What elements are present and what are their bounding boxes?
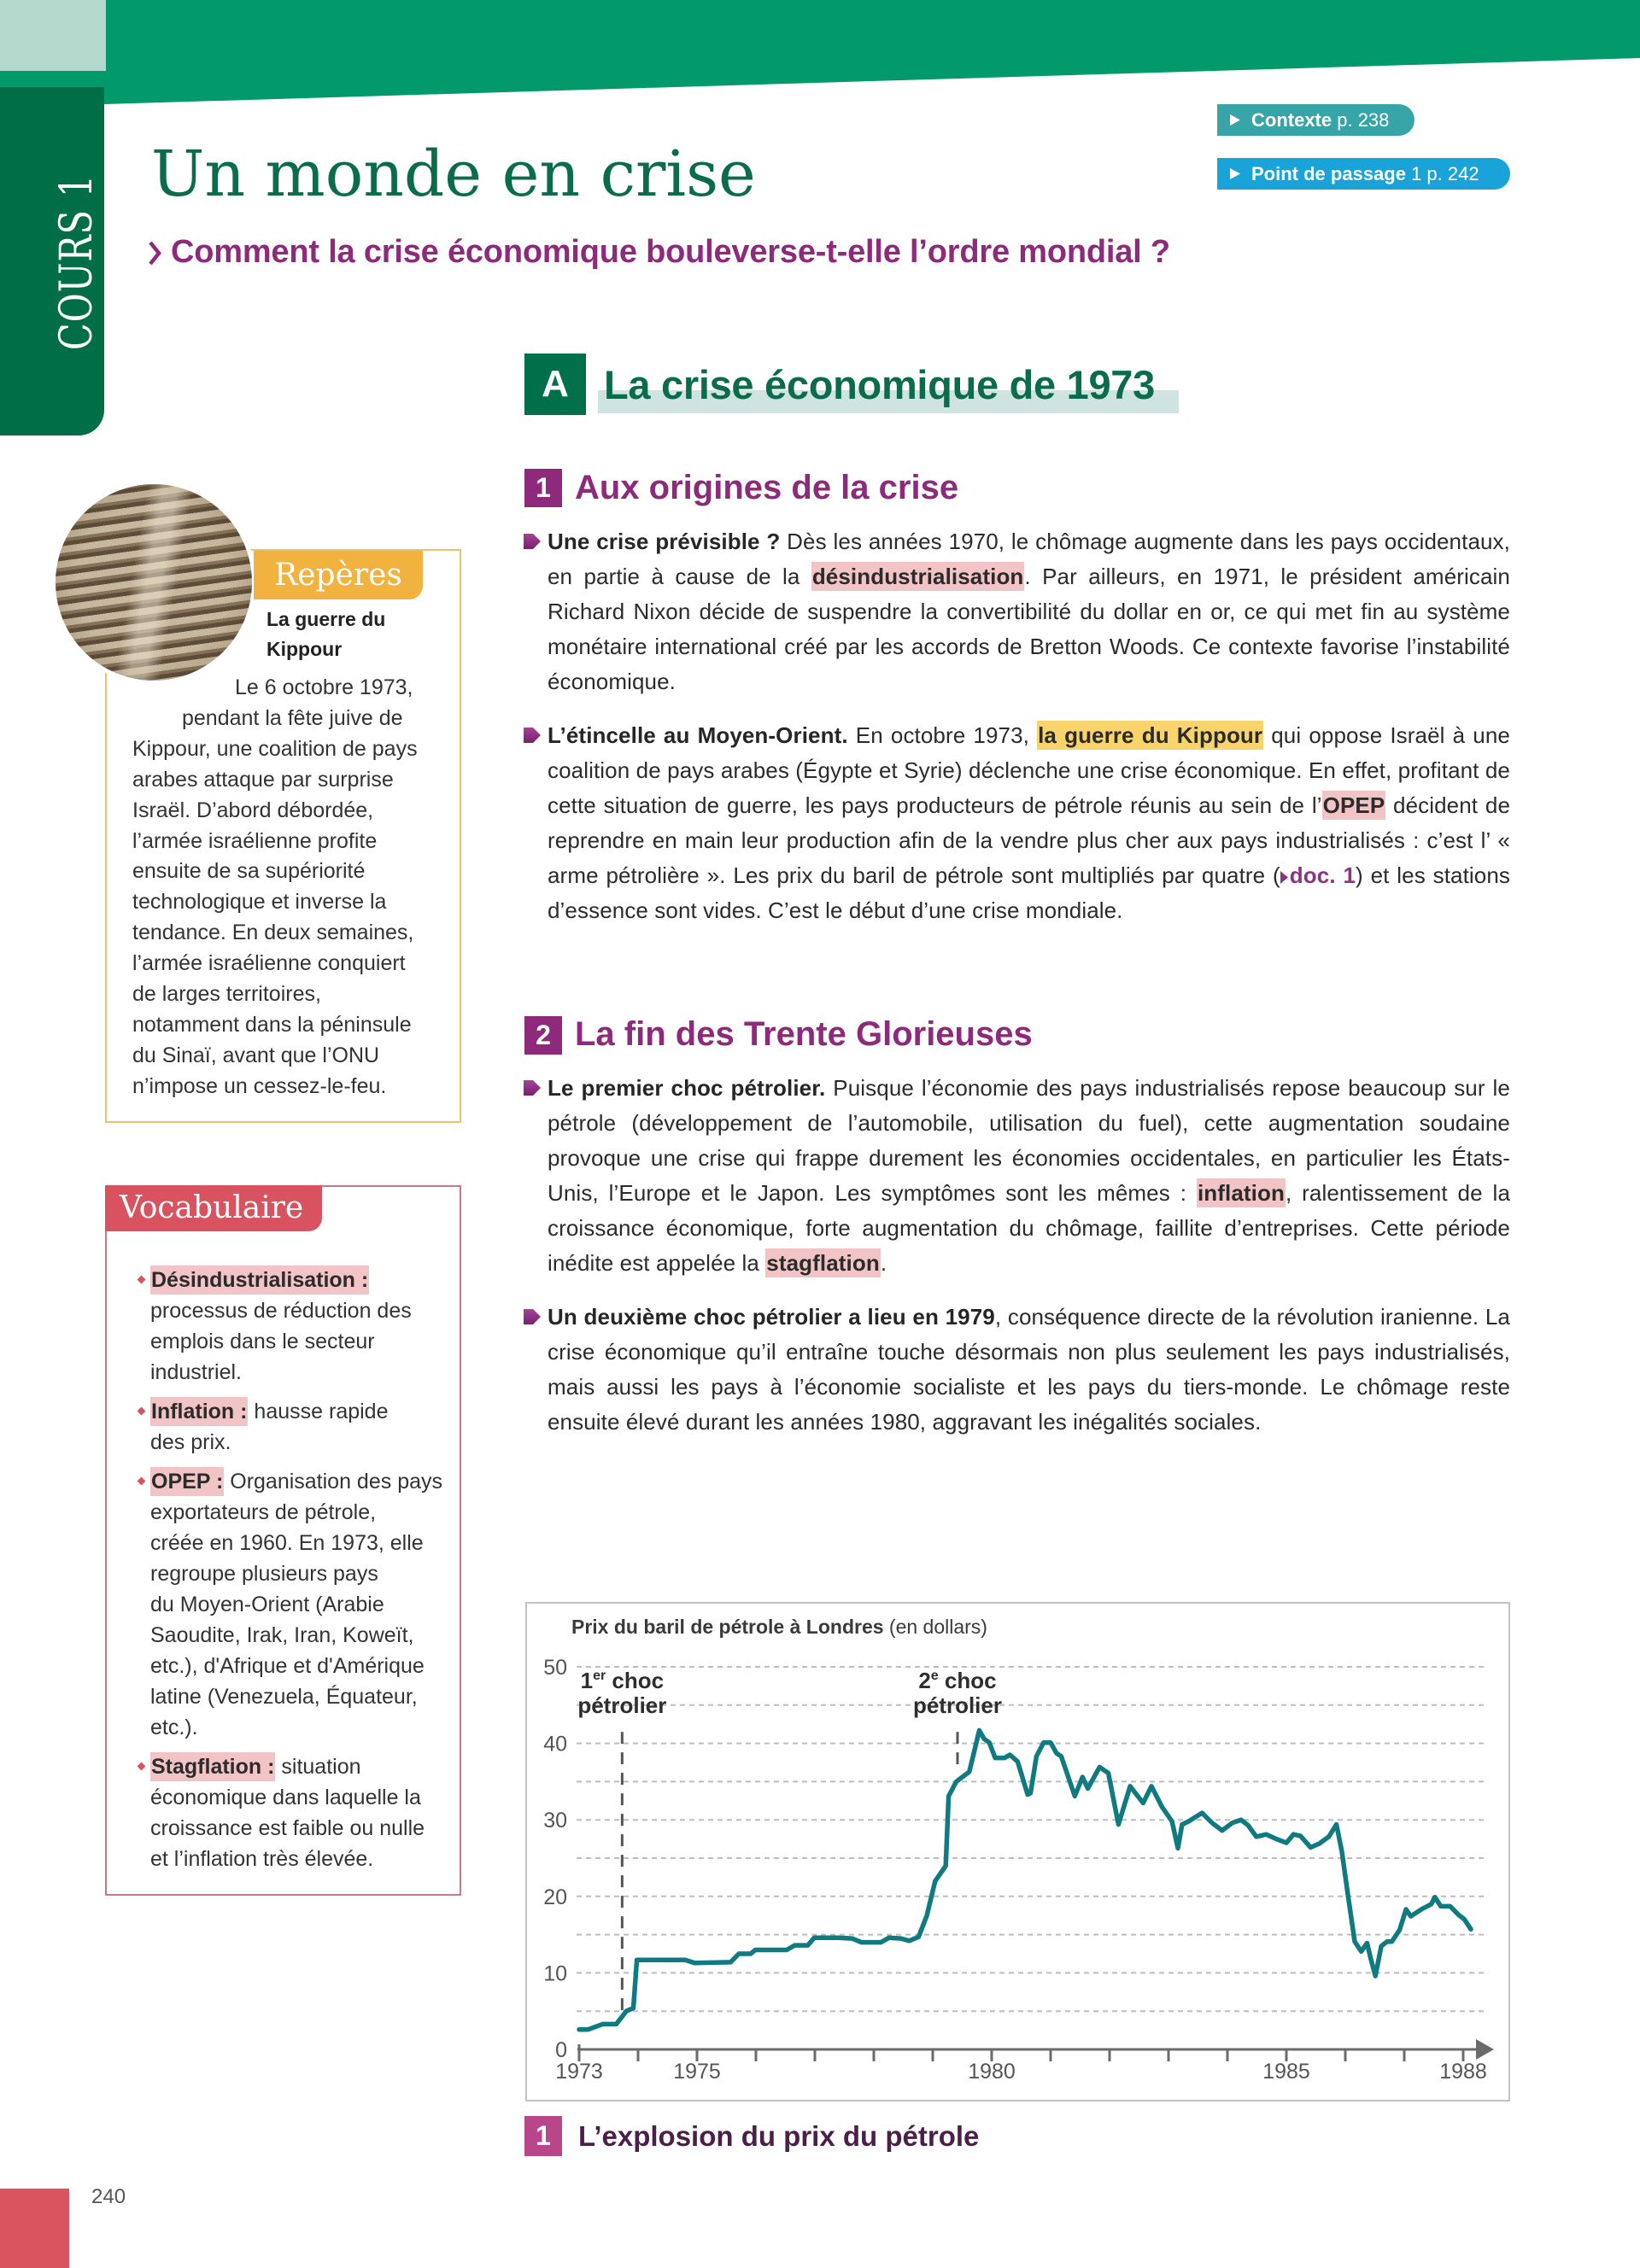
paragraph-text: , conséquence directe de la révolution iranienne. La crise économique qu’il entraîne touche désormais non plus seulement les pays industrialisés, mais aussi les pays à l’économie socialiste et les pays du tiers-monde. Le chômage reste ensuite élevé durant les années 1980, aggravant les inégalités sociales. [548,1304,1510,1435]
vocab-definition-line: regroupe plusieurs pays [150,1562,378,1586]
vocab-definition-line: croissance est faible ou nulle [150,1816,425,1840]
kippour-war-photo [56,484,252,681]
oil-shock-word: choc [938,1668,997,1693]
reperes-label: Repères [254,551,423,599]
x-tick-label: 1973 [555,2060,603,2084]
reperes-text [132,673,418,1102]
section-title: La crise économique de 1973 [604,362,1155,407]
subsection-title: La fin des Trente Glorieuses [575,1015,1033,1053]
y-tick-label: 50 [543,1656,567,1680]
vocab-definition-line: Saoudite, Irak, Iran, Koweït, [150,1623,414,1647]
paragraph-lead: L’étincelle au Moyen-Orient. [548,722,848,748]
vocab-term: Désindustrialisation : [150,1266,369,1295]
reperes-title-line: La guerre du [266,608,386,630]
point-de-passage-link-page: 1 p. 242 [1405,163,1479,184]
reperes-text-line: l’armée israélienne conquiert [132,951,406,976]
vocab-item-opep [150,1466,442,1743]
vocab-term: Stagflation : [150,1752,275,1781]
paragraph-lead: Une crise prévisible ? [548,529,781,554]
oil-shock-label [581,1668,665,1693]
oil-shock-superscript: e [930,1669,939,1683]
reperes-text-line: tendance. En deux semaines, [132,921,414,945]
x-axis-arrow-icon [1476,2039,1494,2060]
vocab-definition-line: latine (Venezuela, Équateur, [150,1685,418,1709]
reperes-title [266,605,385,664]
chevron-right-icon [148,241,161,266]
vocab-definition-line: économique dans laquelle la [150,1786,421,1809]
paragraph-text: En octobre 1973, [847,722,1038,748]
paragraph-text: Puisque l’économie des pays industrialisés repose beaucoup sur le pétrole (développement de l’automobile, utilisation du fuel), cette augmentation soudaine provoque une crise qui frappe durement les économies occidentales, en particulier les États-Unis, l’Europe et le Japon. Les symptômes sont les mêmes : [548,1075,1510,1206]
contexte-link-page: p. 238 [1332,109,1390,131]
vocab-item-inflation [150,1396,442,1458]
x-tick-label: 1988 [1439,2060,1487,2084]
vocab-term-highlight: OPEP [1322,792,1385,818]
section-letter-badge: A [524,354,586,415]
reperes-text-line: pendant la fête juive de [182,705,403,730]
paragraph-text: qui oppose Israël à une coalition de pays arabes (Égypte et Syrie) déclenche une crise économique. En effet, profitant de cette situation de guerre, les pays producteurs de pétrole réunis au sein de l’ [548,722,1510,818]
page-title: Un monde en crise [151,137,756,211]
subsection-number-badge: 1 [524,469,562,507]
document-number-badge: 1 [524,2116,562,2156]
oil-shock-superscript: er [593,1669,606,1683]
paragraph-text: Dès les années 1970, le chômage augmente dans les pays occidentaux, en partie à cause de la [548,529,1510,589]
reperes-text-line: Kippour, une coalition de pays [132,736,418,761]
paragraph-text: . [880,1250,887,1276]
bullet-arrow-icon [524,534,541,549]
x-tick-label: 1980 [968,2060,1016,2084]
vocabulaire-list [150,1265,442,1883]
x-tick-label: 1975 [673,2060,721,2084]
reperes-text-line: notamment dans la péninsule [132,1012,412,1037]
point-de-passage-link-label: Point de passage [1251,163,1406,184]
subsection-title: Aux origines de la crise [575,469,959,506]
header-band [0,0,1640,104]
vocab-definition-line: etc.). [150,1716,198,1739]
paragraph-text: . Par ailleurs, en 1971, le président américain Richard Nixon décide de suspendre la convertibilité du dollar en or, ce qui met fin au système monétaire international créé par les accords de Bretton Woods. Ce contexte favorise l’instabilité économique. [548,564,1510,694]
y-tick-label: 20 [543,1885,567,1909]
reperes-text-line: n’impose un cessez-le-feu. [132,1073,387,1098]
vocab-term-highlight: stagflation [766,1250,880,1276]
vocab-term: OPEP : [150,1467,224,1496]
vocab-definition-line: etc.), d'Afrique et d'Amérique [150,1654,425,1678]
vocab-definition: hausse rapide [248,1400,389,1423]
vocab-term: Inflation : [150,1397,248,1426]
reperes-text-line: du Sinaï, avant que l’ONU [132,1043,380,1067]
bullet-arrow-icon [524,728,541,743]
x-tick-label: 1985 [1262,2060,1310,2084]
play-triangle-icon [1280,871,1288,884]
oil-shock-label [918,1668,996,1693]
oil-shock-number: 2 [918,1668,931,1693]
bullet-arrow-icon [524,1080,541,1096]
header-corner-block [0,0,106,71]
y-tick-label: 10 [543,1961,567,1986]
footer-color-mark [0,2189,69,2268]
vocab-definition-line: du Moyen-Orient (Arabie [150,1593,384,1616]
y-tick-label: 0 [555,2038,567,2062]
vocabulaire-label: Vocabulaire [105,1185,322,1231]
reperes-text-line: l’armée israélienne profite [132,828,378,853]
oil-shock-number: 1 [580,1668,594,1693]
doc-reference-label: doc. 1 [1289,862,1356,888]
bullet-arrow-icon [524,1309,541,1324]
vocab-definition: situation [275,1755,361,1779]
y-tick-label: 30 [543,1809,567,1833]
oil-price-line [579,1730,1471,2029]
y-tick-label: 40 [543,1732,567,1757]
vocab-definition-line: des prix. [150,1430,231,1454]
contexte-link-label: Contexte [1251,109,1332,131]
chart-title-unit: (en dollars) [883,1616,987,1638]
paragraph-text: décident de reprendre en main leur production afin de la vendre plus cher aux pays industrialisés : c’est l’ « arme pétrolière ». Les prix du baril de pétrole sont multipliés par quatre ( [548,792,1510,888]
paragraph-lead: Le premier choc pétrolier. [548,1075,826,1101]
paragraph-crise-previsible [548,524,1510,699]
chapter-label: COURS 1 [51,173,102,351]
reperes-text-line: ensuite de sa supériorité [132,859,366,884]
vocab-definition: Organisation des pays [224,1470,442,1493]
oil-shock-word: choc [606,1668,665,1693]
reperes-text-line: Le 6 octobre 1973, [235,675,413,699]
reperes-text-line: de larges territoires, [132,982,321,1007]
vocab-definition-line: et l’inflation très élevée. [150,1847,374,1871]
paragraph-text: ) et les stations d’essence sont vides. C’est le début d’une crise mondiale. [548,862,1511,923]
play-triangle-icon [1230,168,1240,179]
oil-shock-label-line2: pétrolier [577,1692,667,1718]
play-triangle-icon [1230,114,1240,126]
paragraph-etincelle [548,718,1510,928]
oil-shock-label-line2: pétrolier [912,1692,1002,1718]
paragraph-lead: Un deuxième choc pétrolier a lieu en 1979 [548,1304,995,1330]
paragraph-premier-choc [548,1071,1510,1281]
contexte-link[interactable] [1217,104,1414,136]
reperes-text-line: Israël. D’abord débordée, [132,798,374,822]
reperes-title-line: Kippour [266,638,343,660]
subsection-number-badge: 2 [524,1016,562,1055]
vocab-definition-line: exportateurs de pétrole, [150,1500,377,1524]
doc-reference-link[interactable] [1280,862,1356,888]
reperes-highlight: la guerre du Kippour [1038,722,1263,748]
reperes-text-line: arabes attaque par surprise [132,767,394,792]
point-de-passage-link[interactable] [1217,158,1510,190]
page-number: 240 [91,2185,126,2208]
vocab-term-highlight: inflation [1197,1180,1285,1206]
paragraph-deuxieme-choc [548,1300,1510,1440]
vocab-term-highlight: désindustrialisation [811,564,1024,589]
vocab-definition-line: industriel. [150,1360,242,1384]
vocab-item-desindustrialisation [150,1265,442,1388]
vocab-definition-line: emplois dans le secteur [150,1330,375,1353]
paragraph-text: , ralentissement de la croissance économique, forte augmentation du chômage, faillite d’entreprises. Cette période inédite est appelée la [548,1180,1510,1276]
problematique-question: Comment la crise économique bouleverse-t-elle l’ordre mondial ? [171,234,1170,270]
reperes-text-line: technologique et inverse la [132,890,387,915]
vocab-definition-line: créée en 1960. En 1973, elle [150,1531,424,1555]
vocab-definition-line: processus de réduction des [150,1299,412,1323]
oil-price-line-chart [525,1602,1510,2101]
document-caption: L’explosion du prix du pétrole [578,2120,980,2152]
vocab-item-stagflation [150,1751,442,1874]
chart-title-main: Prix du baril de pétrole à Londres [571,1616,884,1638]
